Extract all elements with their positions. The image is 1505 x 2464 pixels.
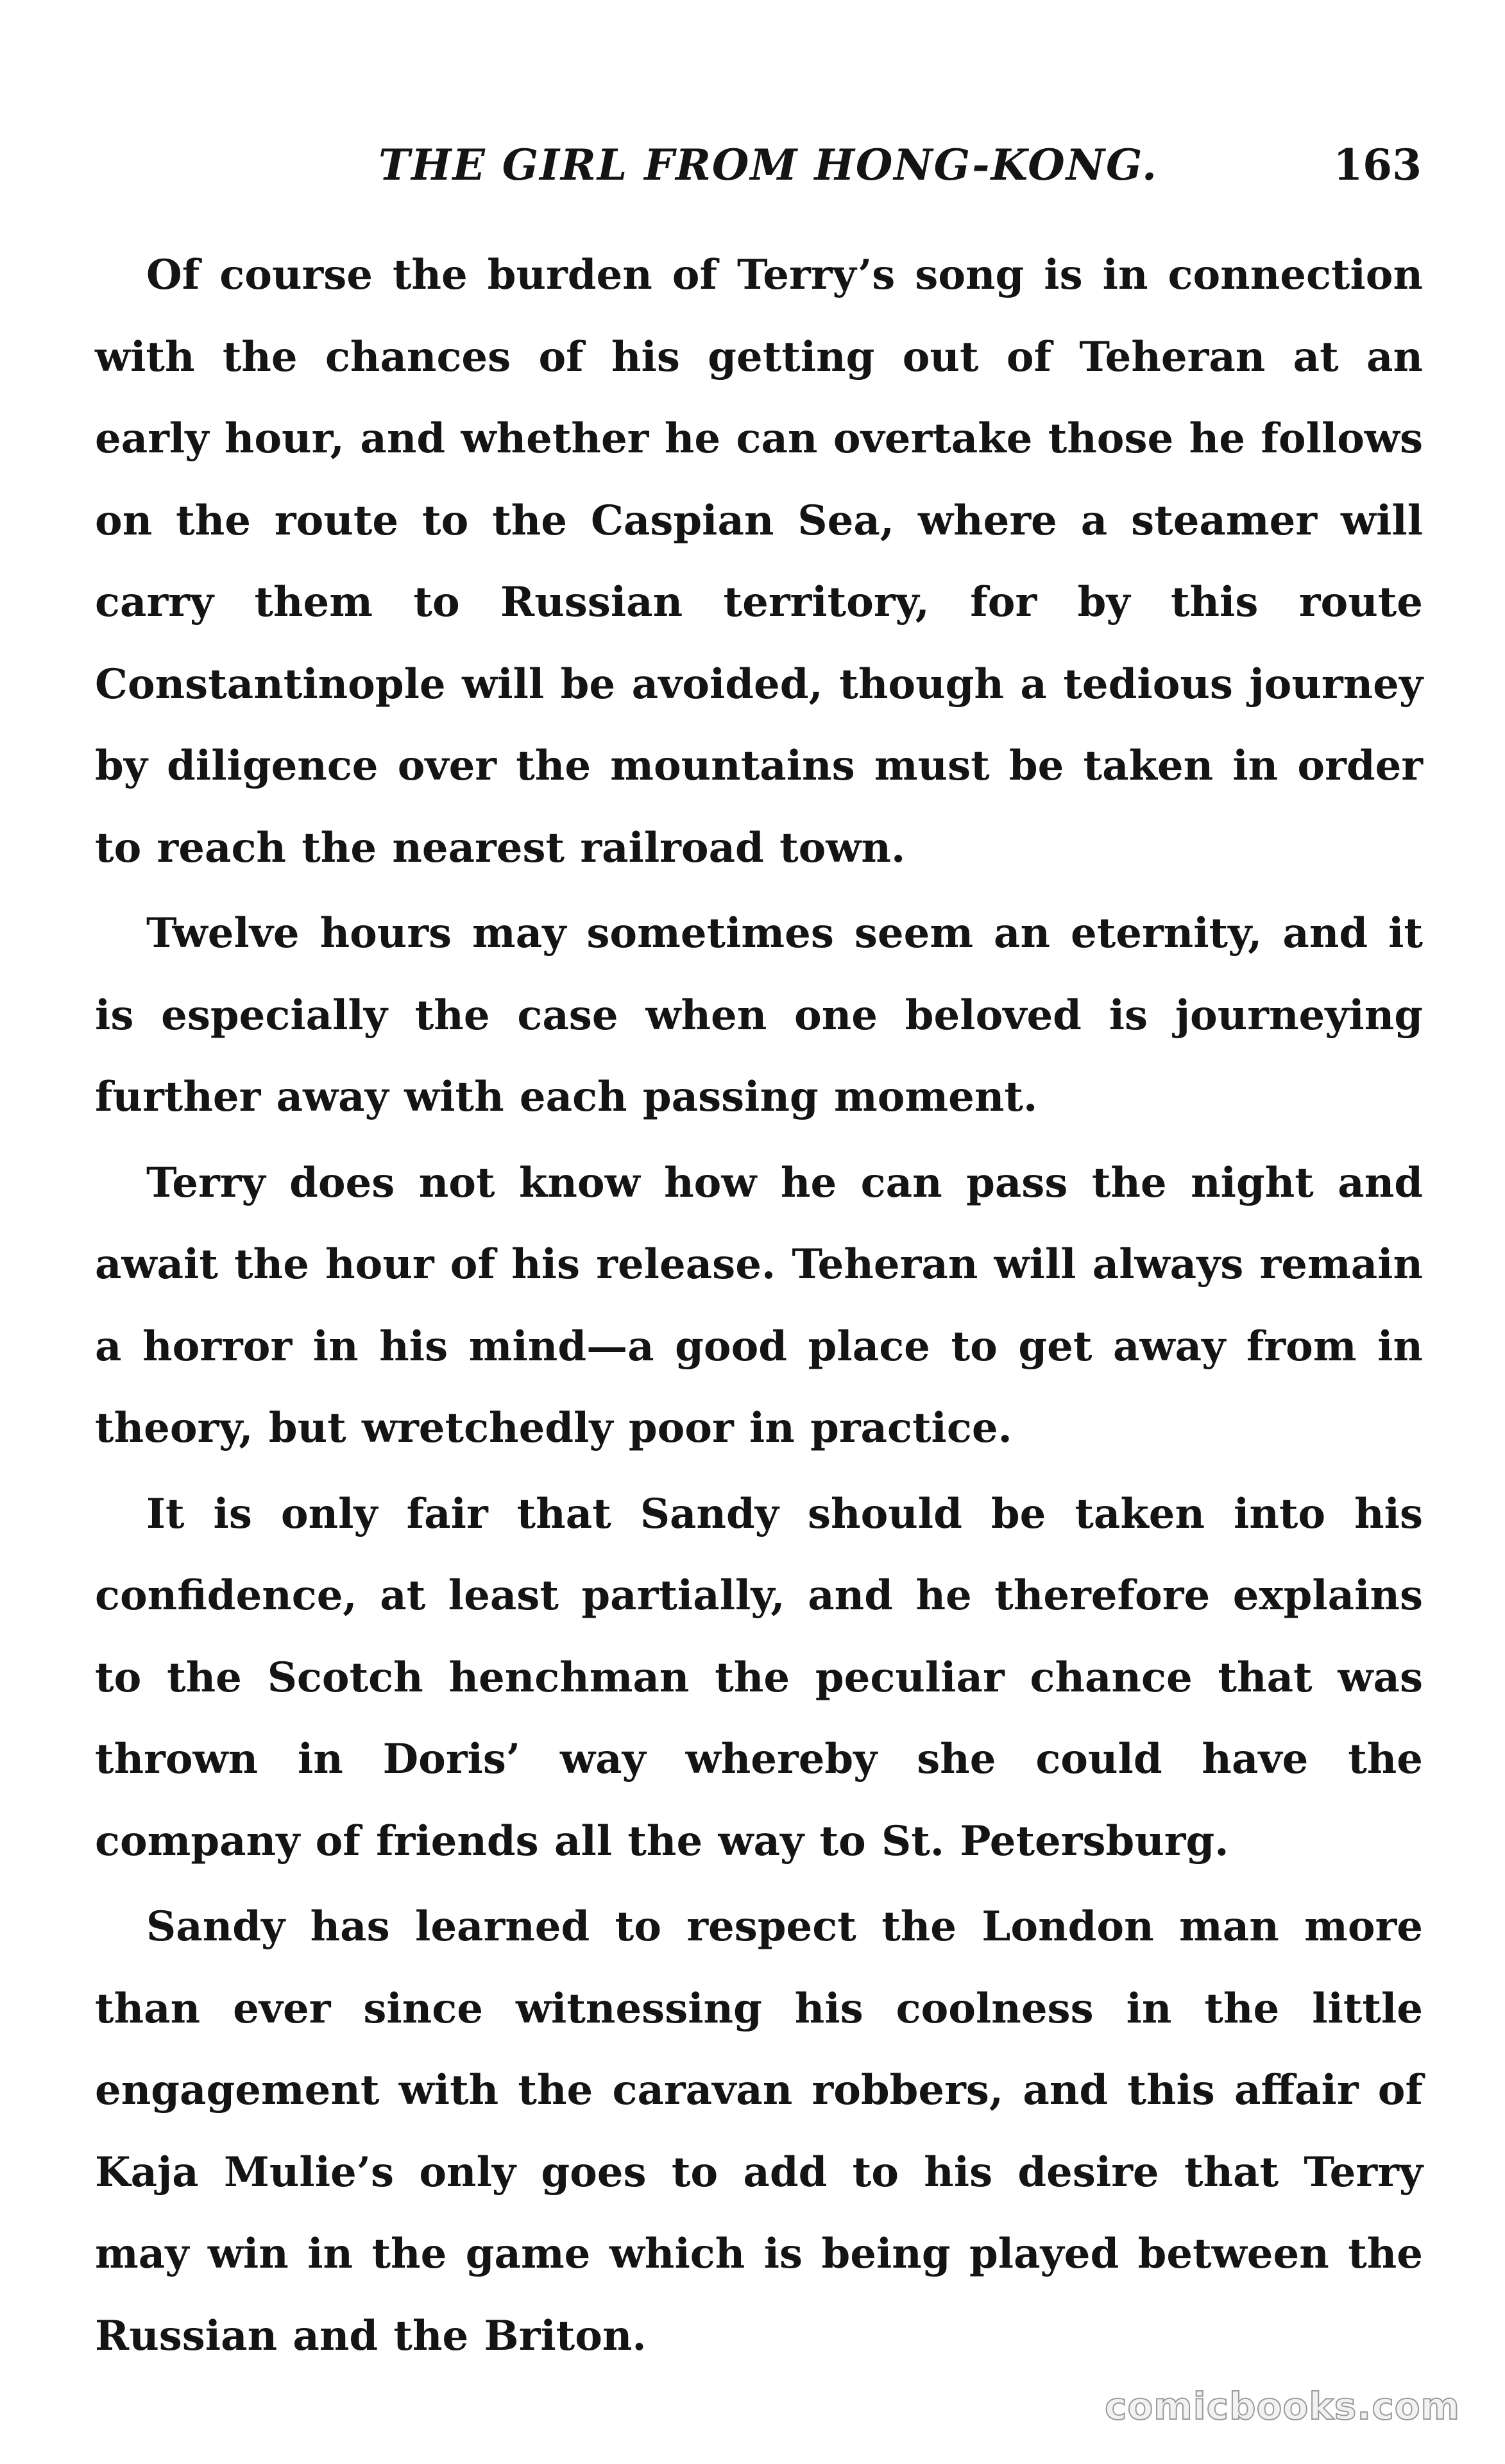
running-head: [378, 136, 1422, 194]
paragraph: Of course the burden of Terry’s song is in connection with the chances of his getting out of Teheran at an early hour, and whether he can overtake those he follows on the route to the Caspian Sea, where a steamer will carry them to Russian territory, for by this route Constantinople will be avoided, though a tedious journey by diligence over the mountains must be taken in order to reach the nearest railroad town.: [95, 251, 1423, 872]
page-number: 163: [1333, 140, 1422, 190]
paragraph: Twelve hours may sometimes seem an eternity, and it is especially the case when one beloved is journeying further away with each passing moment.: [95, 909, 1423, 1121]
body-text: [95, 234, 1423, 2381]
paragraph: Sandy has learned to respect the London man more than ever since witnessing his coolness in the little engagement with the caravan robbers, and this affair of Kaja Mulie’s only goes to add to his desire that Terry may win in the game which is being played between the Russian and the Briton.: [95, 1903, 1423, 2360]
running-title: THE GIRL FROM HONG-KONG.: [378, 140, 1159, 190]
paragraph: Terry does not know how he can pass the night and await the hour of his release. Teheran will always remain a horror in his mind—a good place to get away from in theory, but wretchedly poor in practice.: [95, 1158, 1423, 1452]
paragraph: It is only fair that Sandy should be taken into his confidence, at least partially, and he therefore explains to the Scotch henchman the peculiar chance that was thrown in Doris’ way whereby she could have the company of friends all the way to St. Petersburg.: [95, 1489, 1423, 1865]
watermark: comicbooks.com: [1105, 2384, 1460, 2428]
